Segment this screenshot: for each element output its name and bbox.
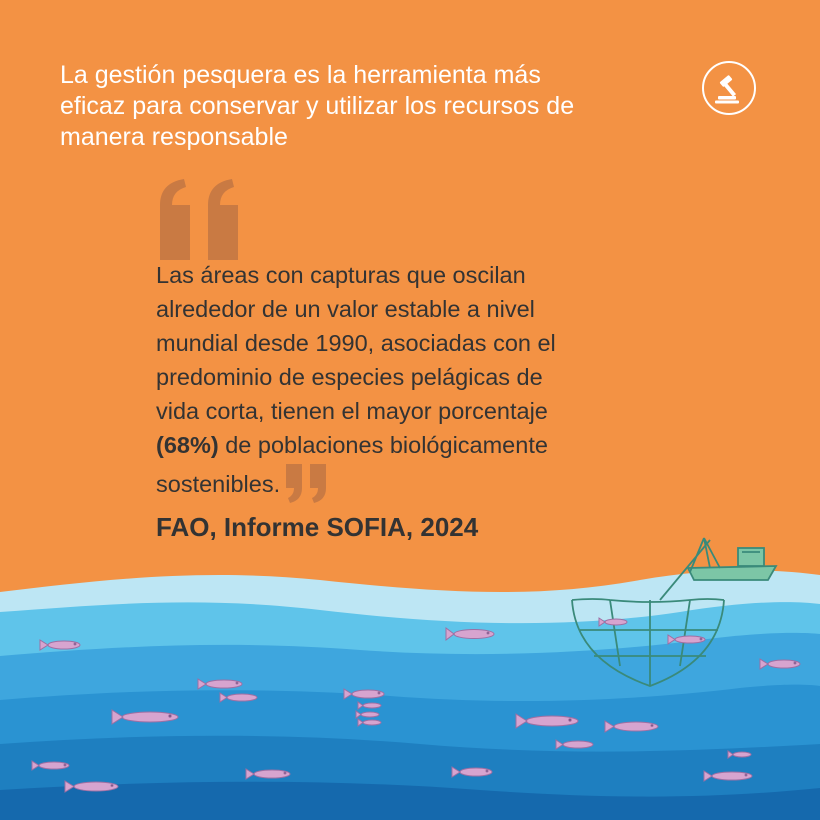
quote-line: Las áreas con capturas que oscilan (156, 262, 526, 288)
quote-line: vida corta, tienen el mayor porcentaje (156, 398, 548, 424)
highlight-percentage: (68%) (156, 432, 219, 458)
quote-last-line: sostenibles. (156, 471, 281, 497)
quote-line-rest: de poblaciones biológicamente (218, 432, 548, 458)
quote-line: mundial desde 1990, asociadas con el (156, 330, 556, 356)
quote-line: predominio de especies pelágicas de (156, 364, 543, 390)
headline-line: La gestión pesquera es la herramienta más (60, 61, 541, 89)
source-citation: FAO, Informe SOFIA, 2024 (156, 512, 479, 542)
quote-line: alrededor de un valor estable a nivel (156, 296, 535, 322)
headline-line: eficaz para conservar y utilizar los recursos de (60, 92, 575, 120)
headline-line: manera responsable (60, 123, 288, 151)
